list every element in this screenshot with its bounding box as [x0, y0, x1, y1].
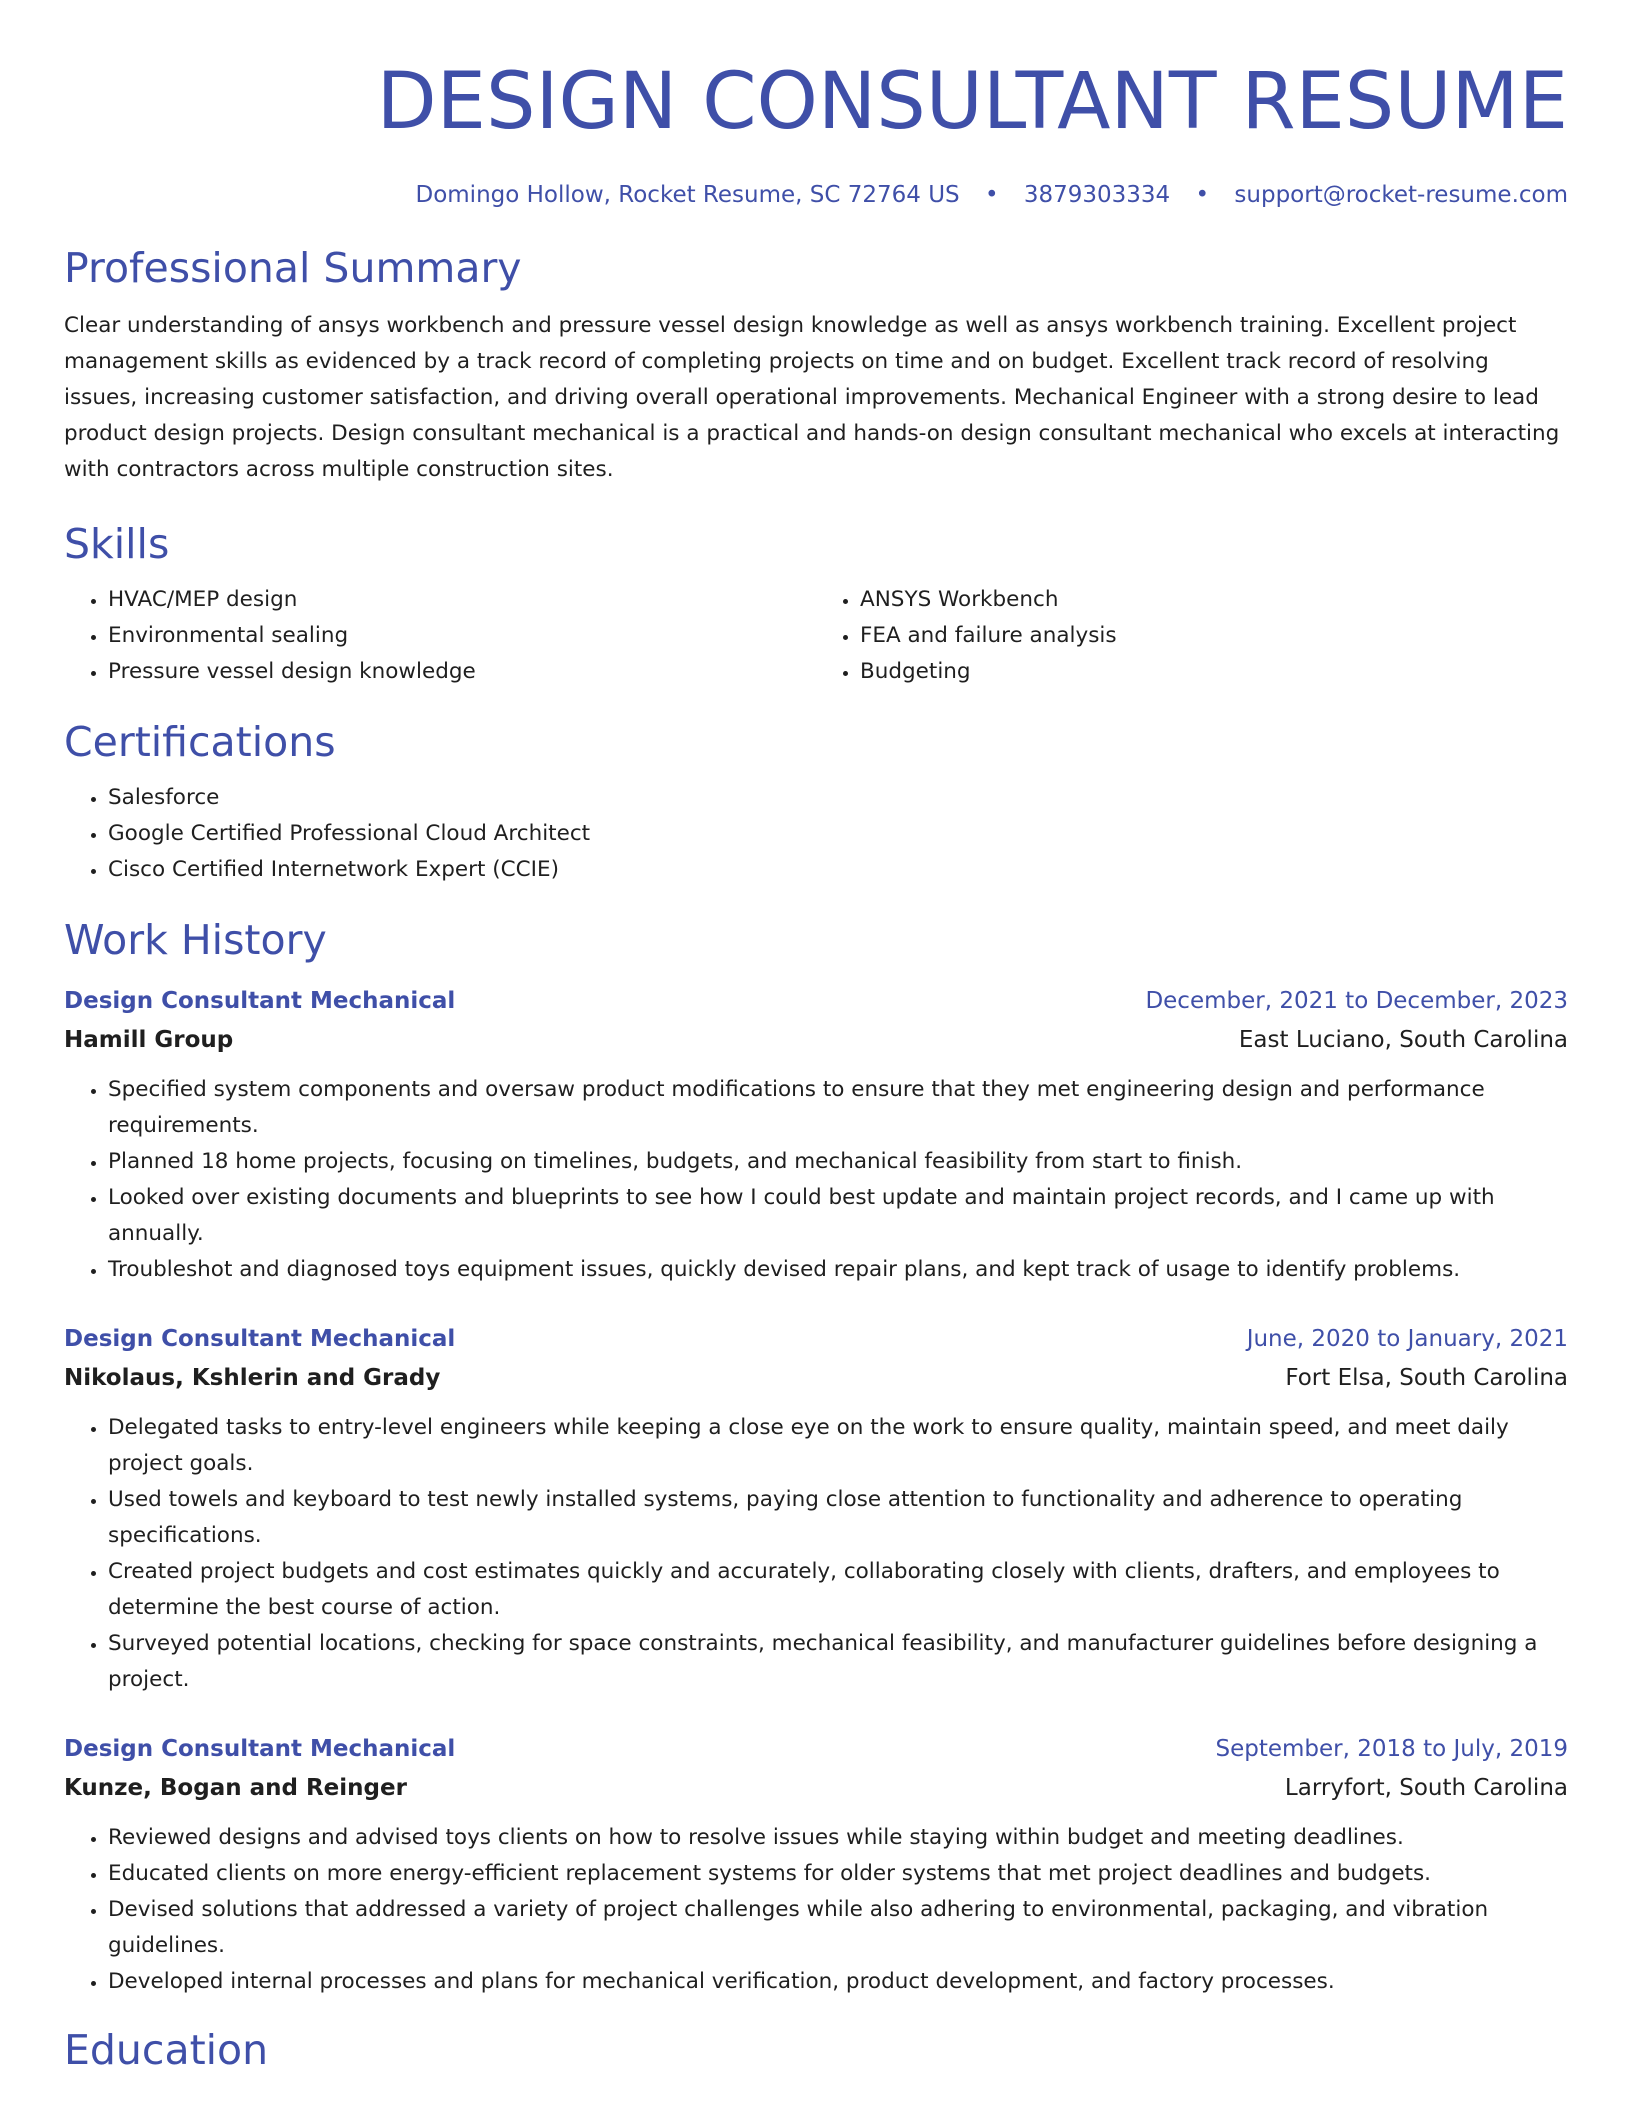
- job-title-row: [64, 1320, 1568, 1358]
- job-bullet: • Planned 18 home projects, focusing on timelines, budgets, and mechanical feasibility from start to finish.: [108, 1144, 1568, 1180]
- contact-phone: 3879303334: [1023, 182, 1171, 208]
- job-bullet: • Surveyed potential locations, checking for space constraints, mechanical feasibility, and manufacturer guidelines before designing a project.: [108, 1626, 1568, 1698]
- job-title: Design Consultant Mechanical: [64, 1326, 456, 1352]
- job-company-row: [64, 1020, 1568, 1060]
- contact-address: Domingo Hollow, Rocket Resume, SC 72764 US: [415, 182, 960, 208]
- job-bullet: • Used towels and keyboard to test newly installed systems, paying close attention to functionality and adherence to operating specifications.: [108, 1482, 1568, 1554]
- job-company: Kunze, Bogan and Reinger: [64, 1775, 407, 1801]
- skill-item: • ANSYS Workbench: [860, 582, 1568, 618]
- skills-grid: [64, 582, 1568, 690]
- job-dates: December, 2021 to December, 2023: [1145, 988, 1568, 1014]
- certifications-list: [64, 780, 1568, 888]
- skills-list-right: [816, 582, 1568, 690]
- summary-heading: Professional Summary: [64, 244, 522, 292]
- summary-section: [64, 240, 1568, 488]
- job-bullet: • Created project budgets and cost estimates quickly and accurately, collaborating closely with clients, drafters, and employees to determine the best course of action.: [108, 1554, 1568, 1626]
- job-bullet: • Looked over existing documents and blueprints to see how I could best update and maintain project records, and I came up with annually.: [108, 1180, 1568, 1252]
- job-location: Fort Elsa, South Carolina: [1285, 1365, 1568, 1391]
- job-company-row: [64, 1768, 1568, 1808]
- contact-email[interactable]: support@rocket-resume.com: [1234, 182, 1568, 208]
- job-title-row: [64, 982, 1568, 1020]
- skills-heading: Skills: [64, 520, 170, 568]
- job-title-row: [64, 1730, 1568, 1768]
- contact-separator: •: [1195, 182, 1210, 208]
- job-bullet: • Specified system components and oversaw product modifications to ensure that they met engineering design and performance requirements.: [108, 1072, 1568, 1144]
- resume-header: [64, 0, 1568, 212]
- job-bullet: • Devised solutions that addressed a variety of project challenges while also adhering to environmental, packaging, and vibration guidelines.: [108, 1892, 1568, 1964]
- skill-item: • HVAC/MEP design: [108, 582, 816, 618]
- skill-item: • Pressure vessel design knowledge: [108, 654, 816, 690]
- job-dates: September, 2018 to July, 2019: [1215, 1736, 1568, 1762]
- work-history-heading: Work History: [64, 916, 327, 964]
- job-title: Design Consultant Mechanical: [64, 988, 456, 1014]
- certification-item: • Google Certified Professional Cloud Architect: [108, 816, 1568, 852]
- summary-text: Clear understanding of ansys workbench and pressure vessel design knowledge as well as ansys workbench training. Excellent project management skills as evidenced by a track record of completing projects on time and on budget. Excellent track record of resolving issues, increasing customer satisfaction, and driving overall operational improvements. Mechanical Engineer with a strong desire to lead product design projects. Design consultant mechanical is a practical and hands-on design consultant mechanical who excels at interacting with contractors across multiple construction sites.: [64, 313, 1560, 482]
- contact-line: [64, 178, 1568, 212]
- skill-item: • Budgeting: [860, 654, 1568, 690]
- job-bullet: • Reviewed designs and advised toys clients on how to resolve issues while staying within budget and meeting deadlines.: [108, 1820, 1568, 1856]
- job-bullet: • Troubleshot and diagnosed toys equipment issues, quickly devised repair plans, and kept track of usage to identify problems.: [108, 1252, 1568, 1288]
- job-bullets: [64, 1410, 1568, 1698]
- job-company-row: [64, 1358, 1568, 1398]
- skill-item: • Environmental sealing: [108, 618, 816, 654]
- job-location: East Luciano, South Carolina: [1238, 1027, 1568, 1053]
- work-history-section: [64, 912, 1568, 2000]
- skills-list-left: [64, 582, 816, 690]
- certification-item: • Cisco Certified Internetwork Expert (CCIE): [108, 852, 1568, 888]
- resume-title: DESIGN CONSULTANT RESUME: [376, 57, 1568, 147]
- job-bullet: • Developed internal processes and plans for mechanical verification, product development, and factory processes.: [108, 1964, 1568, 2000]
- job-company: Nikolaus, Kshlerin and Grady: [64, 1365, 441, 1391]
- certifications-heading: Certifications: [64, 718, 336, 766]
- job-entry: [64, 982, 1568, 1288]
- job-dates: June, 2020 to January, 2021: [1246, 1326, 1568, 1352]
- contact-separator: •: [984, 182, 999, 208]
- job-bullets: [64, 1820, 1568, 2000]
- education-section: [64, 2022, 1568, 2078]
- certifications-section: [64, 714, 1568, 888]
- job-entry: [64, 1730, 1568, 2000]
- education-heading: Education: [64, 2026, 269, 2074]
- job-location: Larryfort, South Carolina: [1284, 1775, 1568, 1801]
- skill-item: • FEA and failure analysis: [860, 618, 1568, 654]
- job-bullet: • Delegated tasks to entry-level engineers while keeping a close eye on the work to ensure quality, maintain speed, and meet daily project goals.: [108, 1410, 1568, 1482]
- job-entry: [64, 1320, 1568, 1698]
- certification-item: • Salesforce: [108, 780, 1568, 816]
- job-company: Hamill Group: [64, 1027, 234, 1053]
- job-title: Design Consultant Mechanical: [64, 1736, 456, 1762]
- job-bullet: • Educated clients on more energy-efficient replacement systems for older systems that met project deadlines and budgets.: [108, 1856, 1568, 1892]
- skills-section: [64, 516, 1568, 690]
- job-bullets: [64, 1072, 1568, 1288]
